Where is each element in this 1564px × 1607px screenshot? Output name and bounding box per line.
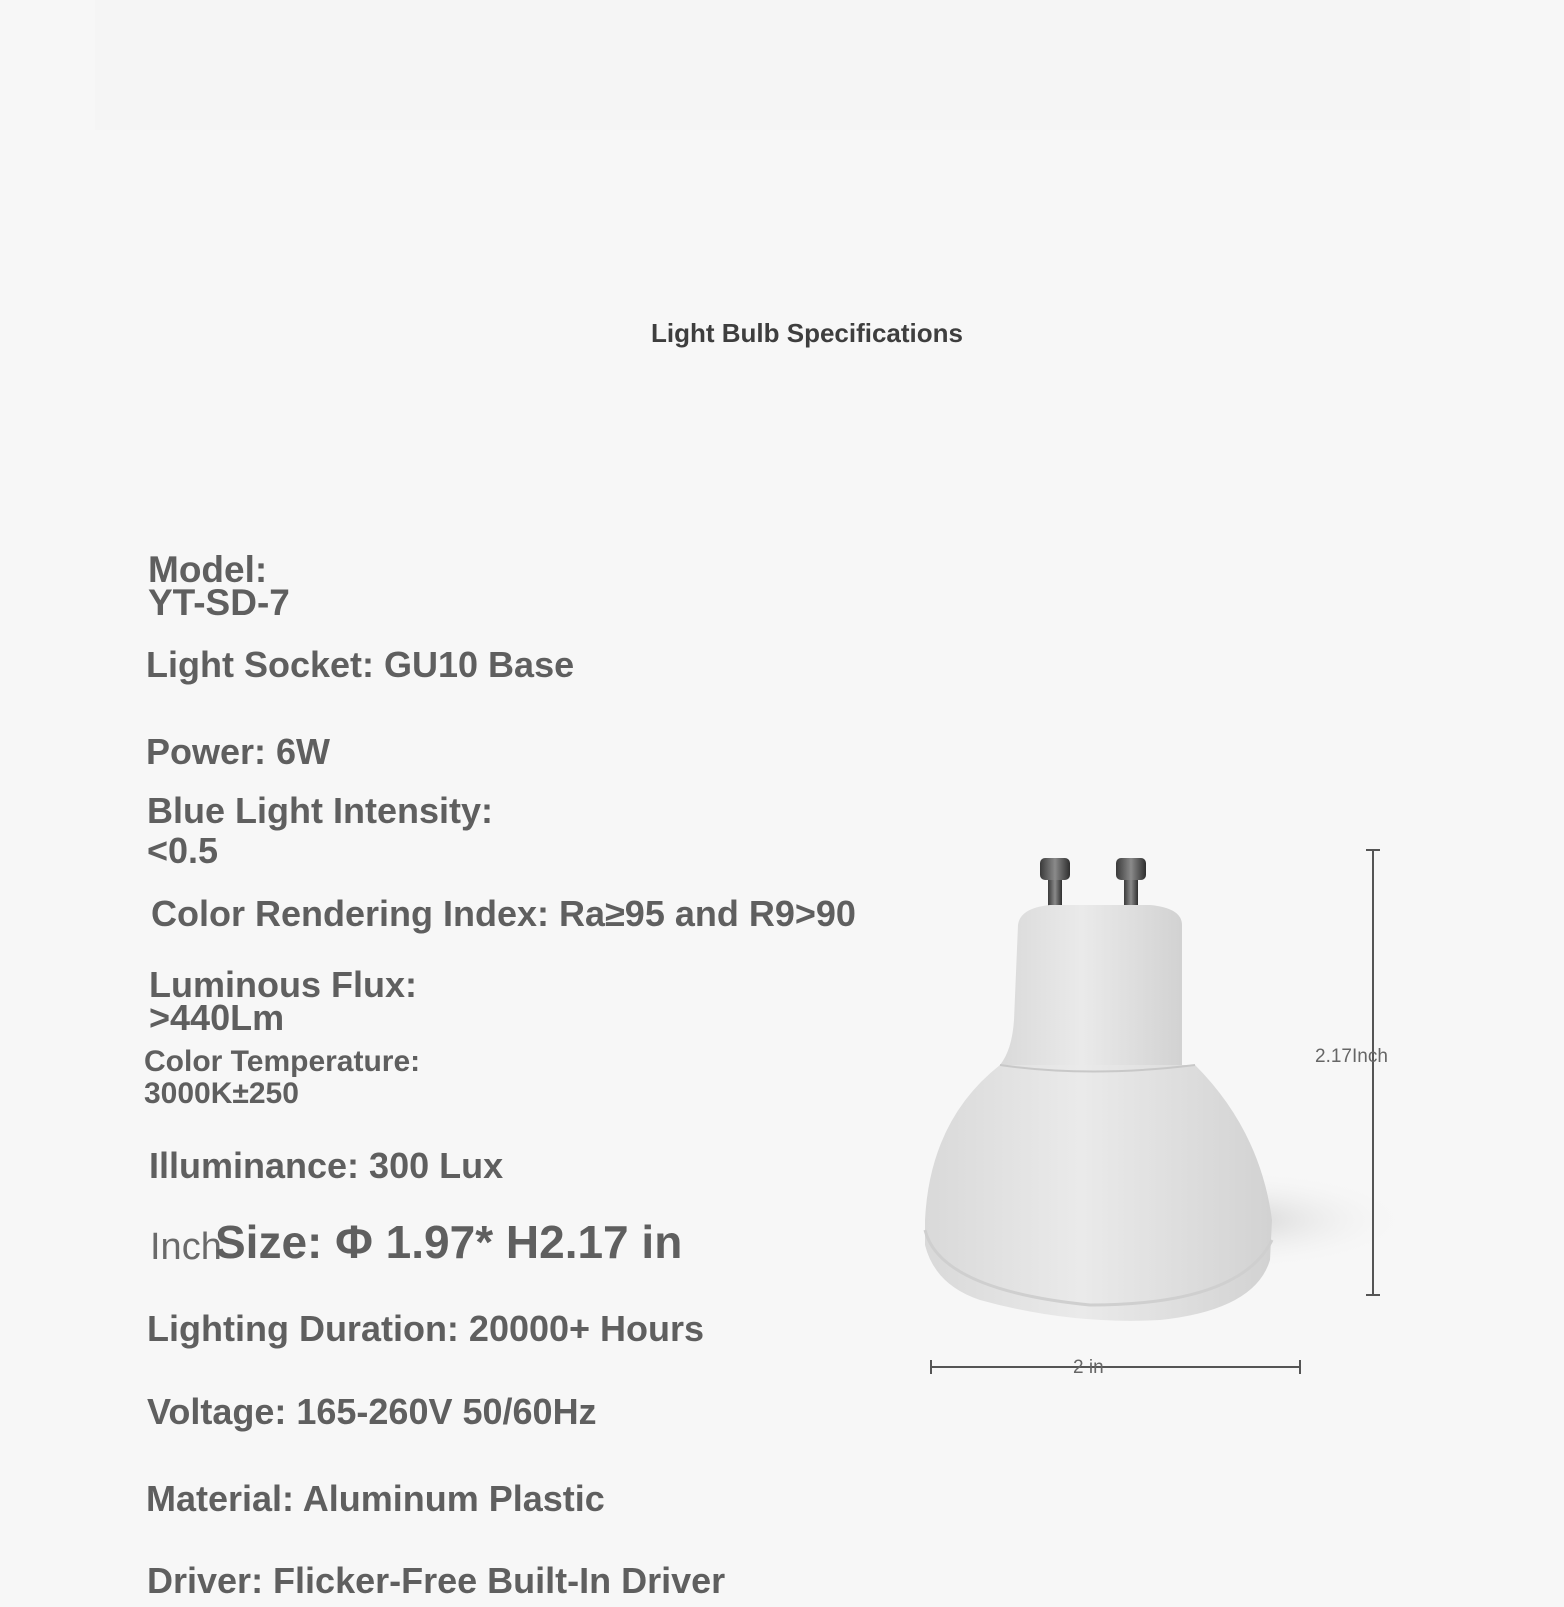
size-unit-label: Inch bbox=[150, 1226, 222, 1268]
spec-illuminance: Illuminance: 300 Lux bbox=[149, 1145, 504, 1186]
width-label: 2 in bbox=[1073, 1357, 1104, 1378]
spec-material: Material: Aluminum Plastic bbox=[146, 1478, 605, 1519]
page-title: Light Bulb Specifications bbox=[650, 318, 963, 348]
spec-driver: Driver: Flicker-Free Built-In Driver bbox=[147, 1560, 726, 1601]
spec-socket: Light Socket: GU10 Base bbox=[146, 644, 575, 685]
bulb-illustration bbox=[900, 820, 1460, 1380]
spec-blue-light-label: Blue Light Intensity: bbox=[147, 790, 493, 831]
spec-model-value: YT-SD-7 bbox=[148, 582, 290, 623]
spec-color-temp-label: Color Temperature: bbox=[144, 1045, 421, 1078]
width-dimension-line bbox=[931, 1360, 1300, 1374]
header-band bbox=[95, 0, 1470, 130]
spec-power: Power: 6W bbox=[146, 731, 331, 772]
bulb-neck bbox=[1000, 905, 1182, 1065]
spec-color-temp-value: 3000K±250 bbox=[144, 1077, 299, 1110]
spec-blue-light-value: <0.5 bbox=[147, 830, 219, 871]
spec-duration: Lighting Duration: 20000+ Hours bbox=[147, 1308, 705, 1349]
bulb-diagram bbox=[900, 820, 1460, 1380]
spec-flux-label: Luminous Flux: bbox=[149, 964, 417, 1005]
spec-model-label: Model: bbox=[148, 549, 268, 590]
spec-size: Size: Φ 1.97* H2.17 in bbox=[215, 1216, 683, 1268]
height-label: 2.17Inch bbox=[1315, 1046, 1388, 1067]
spec-blue-light bbox=[147, 791, 493, 871]
bulb-head bbox=[925, 1065, 1272, 1321]
spec-flux-value: >440Lm bbox=[149, 997, 285, 1038]
spec-cri: Color Rendering Index: Ra≥95 and R9>90 bbox=[151, 893, 856, 934]
spec-model bbox=[148, 549, 290, 623]
spec-luminous-flux bbox=[149, 964, 417, 1038]
spec-color-temperature bbox=[144, 1046, 420, 1110]
spec-voltage: Voltage: 165-260V 50/60Hz bbox=[147, 1391, 597, 1432]
bulb-pins bbox=[1040, 858, 1146, 910]
